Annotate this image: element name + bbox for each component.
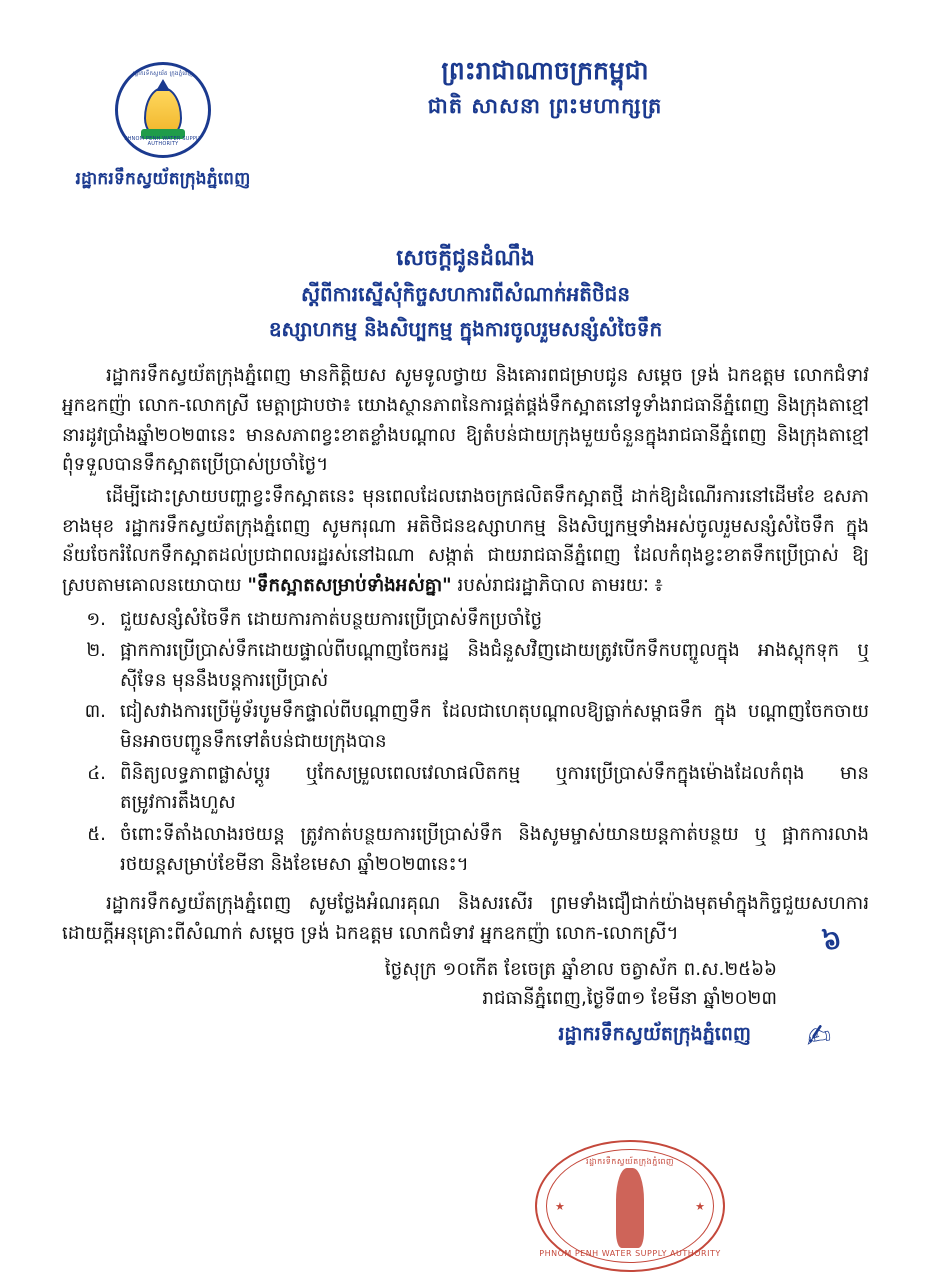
paragraph-2-text: ដើម្បីដោះស្រាយបញ្ហាខ្វះទឹកស្អាតនេះ មុនពេលដែលរោងចក្រផលិតទឹកស្អាតថ្មី ដាក់ឱ្យដំណើរការនៅដើមខែ ឧសភា ខាងមុខ រដ្ឋាករទឹកស្វយ័តក្រុងភ្នំពេញ សូមករុណា អតិថិជនឧស្សាហកម្ម និងសិប្បកម្មទាំងអស់ចូលរួមសន្សំសំចៃទឹក ក្នុងន័យចែករំលែកទឹកស្អាតដល់ប្រជាពលរដ្ឋរស់នៅឯណា សង្កាត់ ជាយរាជធានីភ្នំពេញ ដែលកំពុងខ្វះខាតទឹកប្រើប្រាស់ ឱ្យស្របតាមគោលនយោបាយ: [62, 485, 869, 596]
stamp-top-text: រដ្ឋាករទឹកស្វយ័តក្រុងភ្នំពេញ: [585, 1157, 675, 1166]
list-item-text: ពិនិត្យលទ្ធភាពផ្លាស់ប្តូរ ឬកែសម្រួលពេលវេលាផលិតកម្ម ឬការប្រើប្រាស់ទឹកក្នុងម៉ោងដែលកំពុង មានតម្រូវការតឹងហួស: [120, 762, 869, 814]
document-body: [62, 361, 869, 948]
list-item: [62, 759, 869, 818]
page-title: សេចក្តីជូនដំណឹង: [396, 246, 535, 271]
list-item-text: ជៀសវាងការប្រើម៉ូទ័របូមទឹកផ្ទាល់ពីបណ្តាញទឹក ដែលជាហេតុបណ្តាលឱ្យធ្លាក់សម្ពាធទឹក ក្នុង បណ្តាញចែកចាយ មិនអាចបញ្ជូនទឹកទៅតំបន់ជាយក្រុងបាន: [120, 701, 869, 753]
list-item: [62, 820, 869, 879]
seal-ring-bottom-text: PHNOM PENH WATER SUPPLY AUTHORITY: [124, 136, 202, 147]
kingdom-motto: ជាតិ សាសនា ព្រះមហាក្សត្រ: [427, 93, 663, 118]
list-item-number: ២.: [86, 640, 106, 662]
list-item-text: ផ្អាកការប្រើប្រាស់ទឹកដោយផ្ទាល់ពីបណ្តាញចែករដ្ឋ និងជំនួសវិញដោយត្រូវបើកទឹកបញ្ចូលក្នុង អាងស្តុកទុក ឬស៊ីទែន មុននឹងបន្តការប្រើប្រាស់: [120, 640, 869, 691]
measures-list: [62, 605, 869, 880]
document-header: [0, 0, 931, 230]
water-authority-seal-icon: [115, 62, 211, 158]
list-item-text: ជួយសន្សំសំចៃទឹក ដោយការកាត់បន្ថយការប្រើប្រាស់ទឹកប្រចាំថ្ងៃ: [120, 608, 543, 630]
stamp-bottom-text: PHNOM PENH WATER SUPPLY AUTHORITY: [539, 1249, 721, 1258]
buddhist-date: ថ្ងៃសុក្រ ១០កើត ខែចេត្រ ឆ្នាំខាល ចត្វាស័ក ព.ស.២៥៦៦: [384, 958, 777, 980]
handwritten-signature: ✍: [803, 1017, 830, 1055]
paragraph-1: រដ្ឋាករទឹកស្វយ័តក្រុងភ្នំពេញ មានកិត្តិយស សូមទូលថ្វាយ និងគោរពជម្រាបជូន សម្តេច ទ្រង់ ឯកឧត្តម លោកជំទាវ អ្នកឧកញ៉ា លោក-លោកស្រី មេត្តាជ្រាបថា៖ យោងស្ថានភាពនៃការផ្គត់ផ្គង់ទឹកស្អាតនៅទូទាំងរាជធានីភ្នំពេញ និងក្រុងតាខ្មៅ នារដូវប្រាំងឆ្នាំ២០២៣នេះ មានសភាពខ្វះខាតខ្លាំងបណ្តាល ឱ្យតំបន់ជាយក្រុងមួយចំនួនក្នុងរាជធានីភ្នំពេញ និងក្រុងតាខ្មៅ ពុំទទួលបានទឹកស្អាតប្រើប្រាស់ប្រចាំថ្ងៃ។: [62, 365, 869, 476]
place-and-date: រាជធានីភ្នំពេញ,ថ្ងៃទី៣១ ខែមីនា ឆ្នាំ២០២៣: [482, 987, 777, 1009]
list-item-text: ចំពោះទីតាំងលាងរថយន្ត ត្រូវកាត់បន្ថយការប្រើប្រាស់ទឹក និងសូមម្ចាស់យានយន្តកាត់បន្ថយ ឬ ផ្អាកការលាងរថយន្តសម្រាប់ខែមីនា និងខែមេសា ឆ្នាំ២០២៣នេះ។: [120, 824, 869, 875]
list-item: [62, 697, 869, 756]
list-item: [62, 605, 869, 635]
seal-ring-top-text: រដ្ឋាករទឹកស្វយ័ត ក្រុងភ្នំពេញ: [132, 71, 194, 77]
kingdom-title: ព្រះរាជាណាចក្រកម្ពុជា: [441, 56, 649, 85]
document-subtitle-2: ឧស្សាហកម្ម និងសិប្បកម្ម ក្នុងការចូលរួមសន្សំសំចៃទឹក: [268, 317, 663, 342]
document-title-block: [0, 240, 931, 347]
list-item-number: ៤.: [87, 762, 106, 784]
stamp-star-left-icon: ★: [555, 1200, 565, 1213]
organization-name: រដ្ឋាករទឹកស្វយ័តក្រុងភ្នំពេញ: [75, 169, 251, 189]
list-item-number: ១.: [86, 608, 106, 630]
closing-paragraph: រដ្ឋាករទឹកស្វយ័តក្រុងភ្នំពេញ សូមថ្លែងអំណរគុណ និងសរសើរ ព្រមទាំងជឿជាក់យ៉ាងមុតមាំក្នុងកិច្ចជួយសហការដោយក្តីអនុគ្រោះពីសំណាក់ សម្តេច ទ្រង់ ឯកឧត្តម លោកជំទាវ អ្នកឧកញ៉ា លោក-លោកស្រី។: [62, 893, 869, 944]
signature-block: [62, 923, 869, 1055]
document-subtitle-1: ស្តីពីការស្នើសុំកិច្ចសហការពីសំណាក់អតិថិជន: [300, 282, 631, 307]
signing-organization: រដ្ឋាករទឹកស្វយ័តក្រុងភ្នំពេញ: [558, 1023, 751, 1046]
list-item-number: ៥.: [87, 824, 106, 845]
handwritten-number-mark: ៦: [819, 923, 844, 958]
stamp-star-right-icon: ★: [695, 1200, 705, 1213]
organization-logo-block: [38, 62, 288, 193]
list-item-number: ៣.: [84, 701, 106, 723]
paragraph-2-tail: របស់រាជរដ្ឋាភិបាល តាមរយៈ ៖: [457, 574, 663, 596]
official-stamp: [535, 1140, 725, 1272]
stamp-emblem-icon: [616, 1168, 644, 1248]
list-item: [62, 636, 869, 695]
policy-slogan: "ទឹកស្អាតសម្រាប់ទាំងអស់គ្នា": [247, 574, 452, 596]
kingdom-heading: [285, 52, 805, 123]
paragraph-2: [62, 482, 869, 601]
